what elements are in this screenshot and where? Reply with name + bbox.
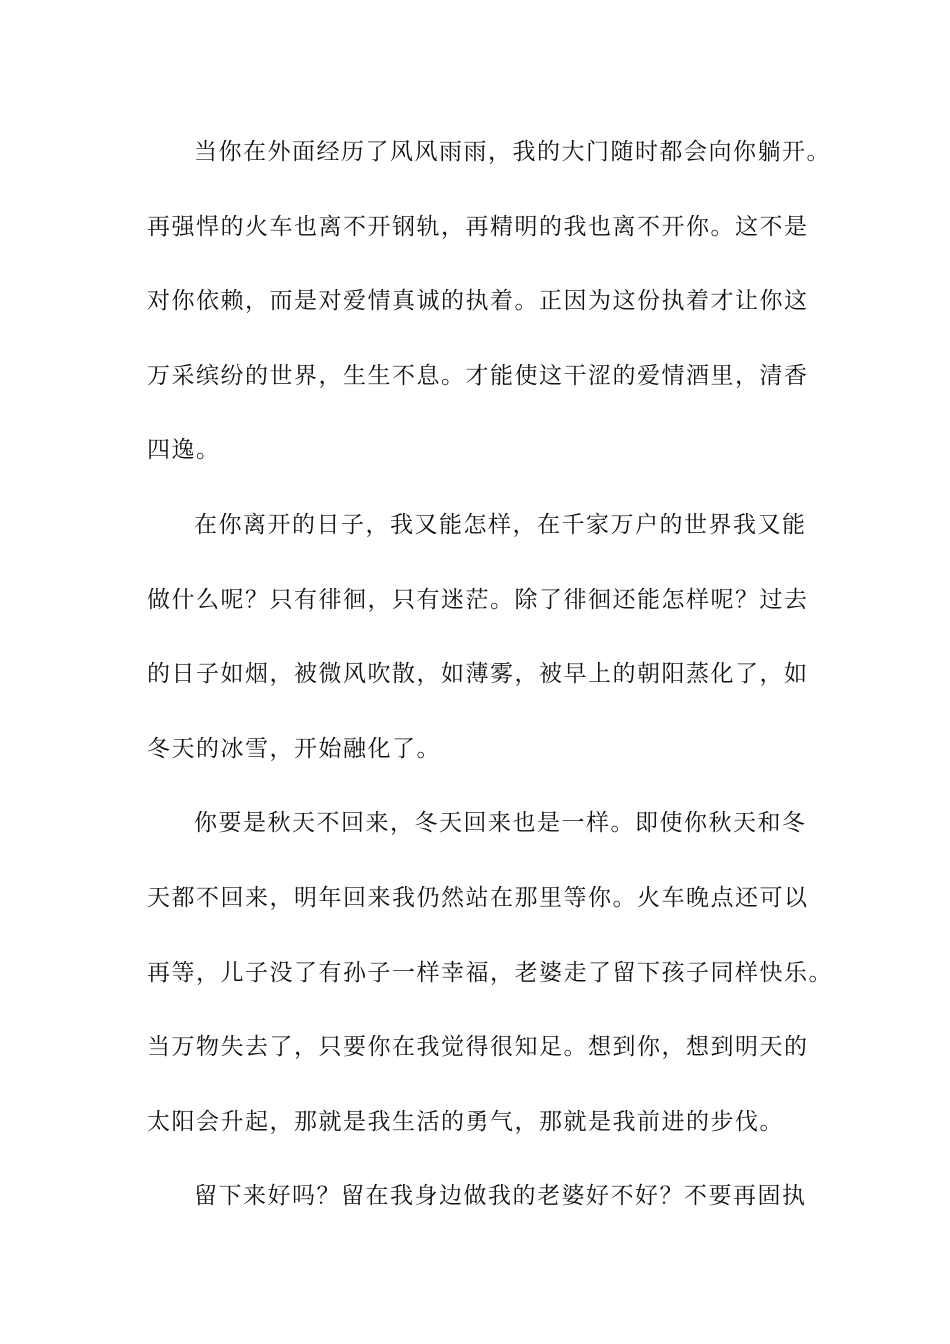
paragraph-2-line-3: 的日子如烟，被微风吹散，如薄雾，被早上的朝阳蒸化了，如 xyxy=(147,661,809,688)
paragraph-1-line-5: 四逸。 xyxy=(147,437,221,464)
paragraph-1-line-3: 对你依赖，而是对爱情真诚的执着。正因为这份执着才让你这 xyxy=(147,288,809,315)
paragraph-1-line-1: 当你在外面经历了风风雨雨，我的大门随时都会向你躺开。 xyxy=(194,139,831,165)
paragraph-2-line-1: 在你离开的日子，我又能怎样，在千家万户的世界我又能 xyxy=(194,511,807,538)
paragraph-1-line-4: 万采缤纷的世界，生生不息。才能使这干涩的爱情酒里，清香 xyxy=(147,362,809,389)
body-text xyxy=(147,127,833,1246)
paragraph-2-line-2: 做什么呢？只有徘徊，只有迷茫。除了徘徊还能怎样呢？过去 xyxy=(147,586,809,613)
paragraph-3-line-5: 太阳会升起，那就是我生活的勇气，那就是我前进的步伐。 xyxy=(147,1108,784,1135)
paragraph-3-line-2: 天都不回来，明年回来我仍然站在那里等你。火车晚点还可以 xyxy=(147,884,809,911)
paragraph-4-line-1: 留下来好吗？留在我身边做我的老婆好不好？不要再固执 xyxy=(194,1183,807,1210)
paragraph-3-line-3: 再等，儿子没了有孙子一样幸福，老婆走了留下孩子同样快乐。 xyxy=(147,959,833,986)
paragraph-3-line-4: 当万物失去了，只要你在我觉得很知足。想到你，想到明天的 xyxy=(147,1034,809,1061)
paragraph-2-line-4: 冬天的冰雪，开始融化了。 xyxy=(147,735,441,762)
paragraph-1-line-2: 再强悍的火车也离不开钢轨，再精明的我也离不开你。这不是 xyxy=(147,213,809,240)
paragraph-3-line-1: 你要是秋天不回来，冬天回来也是一样。即使你秋天和冬 xyxy=(194,810,807,837)
